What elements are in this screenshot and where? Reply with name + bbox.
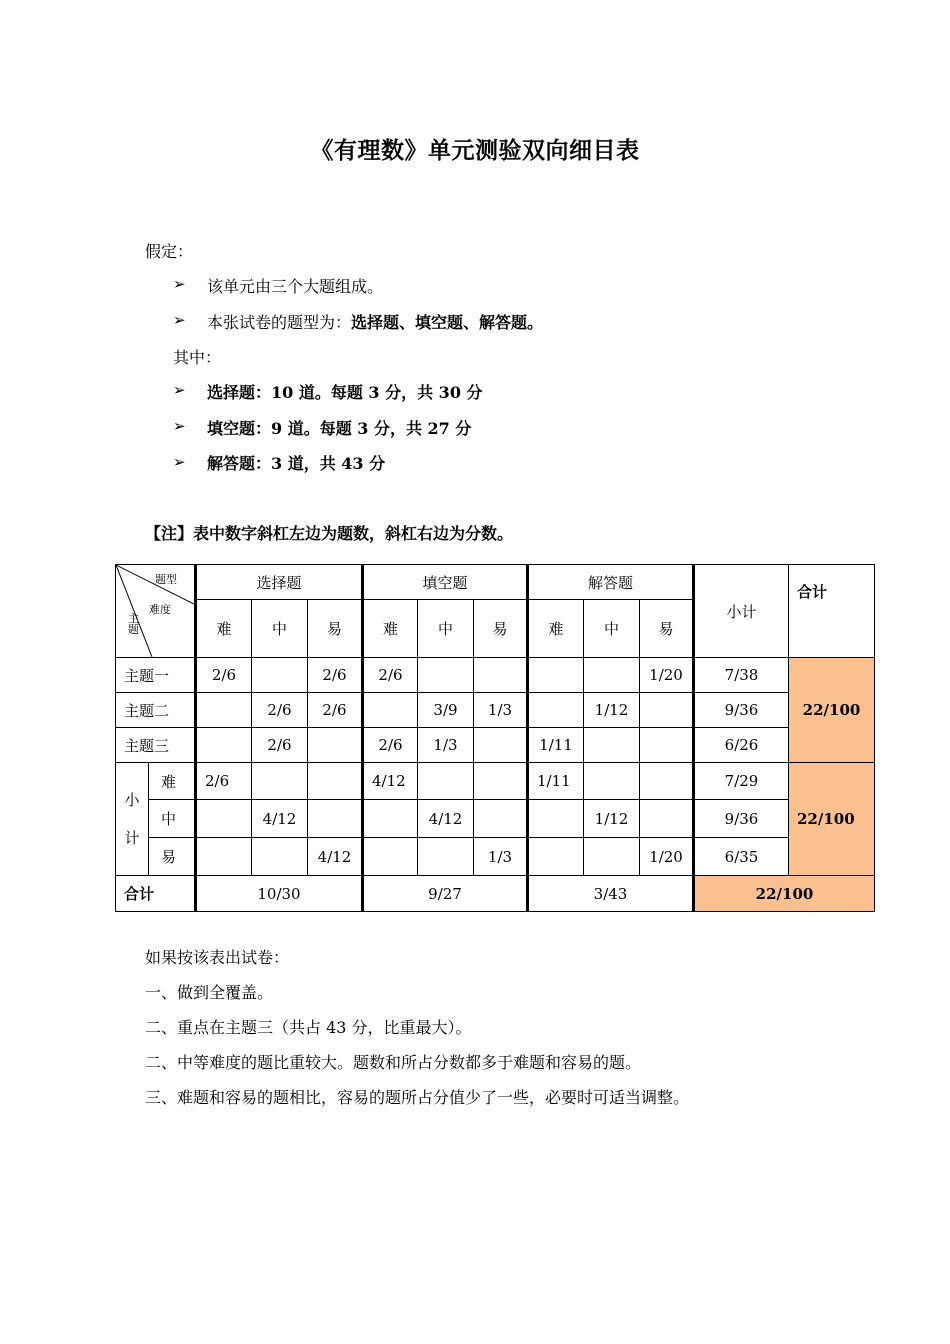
table-cell — [308, 728, 363, 763]
subtotal-cell: 7/38 — [694, 658, 789, 693]
table-cell — [474, 728, 528, 763]
table-cell: 4/12 — [308, 838, 363, 876]
table-cell — [252, 658, 308, 693]
table-row — [116, 728, 875, 763]
question-types-bold: 选择题、填空题、解答题。 — [351, 313, 544, 332]
table-cell: 2/6 — [252, 693, 308, 728]
detail-item: 解答题：3 道，共 43 分 — [207, 454, 386, 473]
level-header: 中 — [418, 600, 474, 658]
table-cell — [308, 800, 363, 838]
total-row-label: 合计 — [116, 876, 196, 912]
table-cell — [528, 658, 584, 693]
total-header: 合计 — [789, 565, 875, 658]
table-cell: 1/20 — [640, 838, 694, 876]
table-cell: 4/12 — [418, 800, 474, 838]
subtotal-cell: 6/26 — [694, 728, 789, 763]
subtotal-cell: 6/35 — [694, 838, 789, 876]
group-total-cell: 9/27 — [363, 876, 528, 912]
page-title: 《有理数》单元测验双向细目表 — [310, 138, 640, 164]
table-cell — [252, 763, 308, 800]
table-cell: 2/6 — [196, 763, 252, 800]
table-cell — [363, 838, 418, 876]
level-total-cell: 22/100 — [789, 763, 875, 876]
question-types-line — [207, 310, 543, 333]
table-cell — [528, 693, 584, 728]
table-cell — [640, 763, 694, 800]
level-label: 易 — [149, 838, 196, 876]
grand-total-cell: 22/100 — [694, 876, 875, 912]
table-cell — [196, 800, 252, 838]
detail-item: 选择题：10 道。每题 3 分，共 30 分 — [207, 383, 483, 402]
table-cell: 4/12 — [252, 800, 308, 838]
table-cell: 2/6 — [363, 658, 418, 693]
table-cell: 4/12 — [363, 763, 418, 800]
diag-topic-label: 主 题 — [128, 612, 139, 636]
level-header: 易 — [308, 600, 363, 658]
table-cell: 2/6 — [196, 658, 252, 693]
table-cell: 1/11 — [528, 763, 584, 800]
table-cell: 1/3 — [474, 838, 528, 876]
table-cell — [640, 728, 694, 763]
conclusion-point: 一、做到全覆盖。 — [145, 983, 274, 1002]
table-cell: 2/6 — [252, 728, 308, 763]
table-cell — [584, 763, 640, 800]
topic-label: 主题二 — [116, 693, 196, 728]
group-header: 解答题 — [528, 565, 694, 600]
level-header: 中 — [252, 600, 308, 658]
table-cell: 1/12 — [584, 693, 640, 728]
table-cell — [363, 800, 418, 838]
table-row — [116, 658, 875, 693]
topic-label: 主题三 — [116, 728, 196, 763]
table-cell — [196, 693, 252, 728]
table-row — [116, 800, 875, 838]
table-cell — [196, 728, 252, 763]
table-cell: 1/20 — [640, 658, 694, 693]
topic-total-cell: 22/100 — [789, 658, 875, 763]
table-cell: 1/12 — [584, 800, 640, 838]
arrow-bullet-icon: ➢ — [173, 453, 186, 471]
level-header: 难 — [528, 600, 584, 658]
table-cell: 2/6 — [308, 693, 363, 728]
table-cell — [528, 800, 584, 838]
table-cell — [640, 693, 694, 728]
among-label: 其中： — [173, 348, 222, 367]
two-way-specification-table — [115, 564, 875, 912]
conclusion-intro: 如果按该表出试卷： — [145, 948, 290, 967]
conclusion-point: 二、中等难度的题比重较大。题数和所占分数都多于难题和容易的题。 — [145, 1053, 642, 1072]
table-cell — [308, 763, 363, 800]
level-header: 易 — [640, 600, 694, 658]
table-row — [116, 693, 875, 728]
topic-label: 主题一 — [116, 658, 196, 693]
table-cell: 2/6 — [308, 658, 363, 693]
table-cell — [584, 838, 640, 876]
diagonal-header-cell — [116, 565, 196, 658]
group-header: 填空题 — [363, 565, 528, 600]
table-cell — [196, 838, 252, 876]
table-row — [116, 838, 875, 876]
table-cell — [640, 800, 694, 838]
arrow-bullet-icon: ➢ — [173, 417, 186, 435]
table-cell: 1/3 — [474, 693, 528, 728]
arrow-bullet-icon: ➢ — [173, 275, 186, 293]
assumption-label: 假定： — [145, 242, 194, 261]
group-total-cell: 3/43 — [528, 876, 694, 912]
group-total-cell: 10/30 — [196, 876, 363, 912]
level-header: 难 — [196, 600, 252, 658]
table-cell — [418, 658, 474, 693]
subtotal-cell: 7/29 — [694, 763, 789, 800]
table-cell — [474, 800, 528, 838]
subtotal-row-label — [116, 763, 149, 876]
table-cell — [584, 728, 640, 763]
conclusion-point: 二、重点在主题三（共占 43 分，比重最大）。 — [145, 1018, 472, 1037]
arrow-bullet-icon: ➢ — [173, 311, 186, 329]
detail-item: 填空题：9 道。每题 3 分，共 27 分 — [207, 419, 472, 438]
level-header: 易 — [474, 600, 528, 658]
table-cell — [363, 693, 418, 728]
table-cell: 1/11 — [528, 728, 584, 763]
group-header: 选择题 — [196, 565, 363, 600]
table-cell: 3/9 — [418, 693, 474, 728]
table-cell: 2/6 — [363, 728, 418, 763]
subtotal-header: 小计 — [694, 565, 789, 658]
arrow-bullet-icon: ➢ — [173, 381, 186, 399]
level-header: 中 — [584, 600, 640, 658]
table-cell — [528, 838, 584, 876]
subtotal-label-char: 计 — [124, 829, 140, 847]
subtotal-cell: 9/36 — [694, 693, 789, 728]
diag-difficulty-label: 难度 — [149, 603, 171, 616]
table-row — [116, 763, 875, 800]
diag-type-label: 题型 — [155, 573, 177, 586]
table-cell — [418, 838, 474, 876]
table-note: 【注】表中数字斜杠左边为题数，斜杠右边为分数。 — [145, 524, 514, 543]
level-label: 中 — [149, 800, 196, 838]
table-cell — [418, 763, 474, 800]
conclusion-point: 三、难题和容易的题相比，容易的题所占分值少了一些，必要时可适当调整。 — [145, 1088, 690, 1107]
table-cell — [252, 838, 308, 876]
table-cell — [474, 658, 528, 693]
table-row — [116, 876, 875, 912]
level-label: 难 — [149, 763, 196, 800]
table-cell — [474, 763, 528, 800]
level-header: 难 — [363, 600, 418, 658]
assumption-item: 该单元由三个大题组成。 — [207, 277, 384, 296]
subtotal-cell: 9/36 — [694, 800, 789, 838]
question-types-prefix: 本张试卷的题型为： — [207, 313, 352, 332]
subtotal-label-char: 小 — [124, 791, 140, 809]
table-cell: 1/3 — [418, 728, 474, 763]
table-cell — [584, 658, 640, 693]
